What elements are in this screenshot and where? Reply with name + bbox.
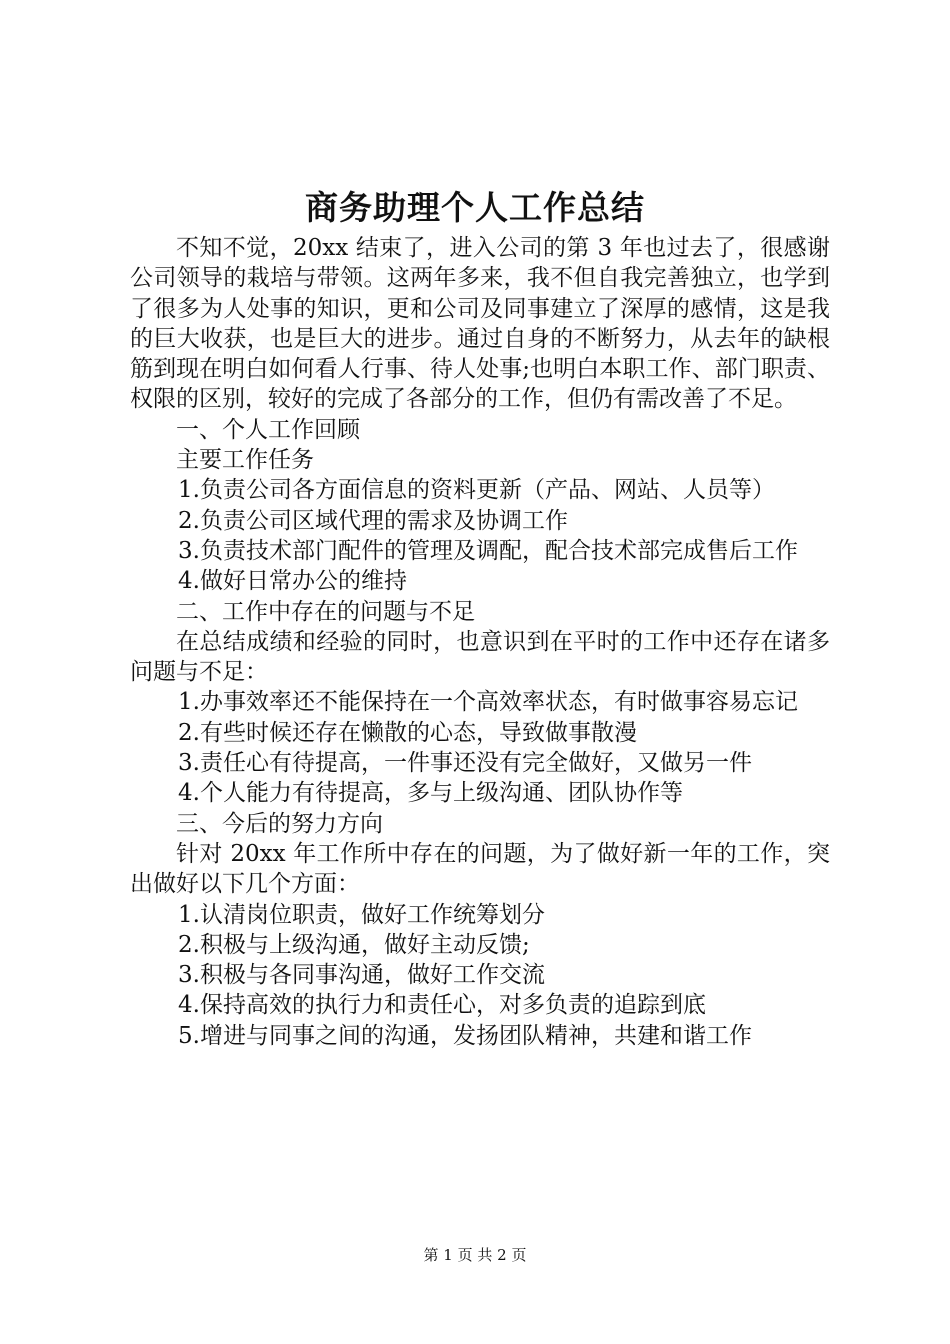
list-item: 1.认清岗位职责，做好工作统筹划分 <box>178 901 545 928</box>
list-item: 2.负责公司区域代理的需求及协调工作 <box>178 507 568 534</box>
list-item: 3.负责技术部门配件的管理及调配，配合技术部完成售后工作 <box>178 537 798 564</box>
list-item: 2.有些时候还存在懒散的心态，导致做事散漫 <box>178 719 637 746</box>
paragraph-plan-intro: 针对 20xx 年工作所中存在的问题，为了做好新一年的工作，突出做好以下几个方面： <box>130 840 830 898</box>
section-heading-2: 二、工作中存在的问题与不足 <box>176 598 475 625</box>
section-heading-1: 一、个人工作回顾 <box>176 416 360 443</box>
list-item: 3.责任心有待提高，一件事还没有完全做好，又做另一件 <box>178 750 752 777</box>
list-item: 3.积极与各同事沟通，做好工作交流 <box>178 962 545 989</box>
paragraph-problems-intro: 在总结成绩和经验的同时，也意识到在平时的工作中还存在诸多问题与不足： <box>130 628 830 686</box>
subheading-main-tasks: 主要工作任务 <box>176 447 314 474</box>
document-body <box>130 233 830 1051</box>
list-item: 5.增进与同事之间的沟通，发扬团队精神，共建和谐工作 <box>178 1022 752 1049</box>
list-item: 1.办事效率还不能保持在一个高效率状态，有时做事容易忘记 <box>178 689 798 716</box>
paragraph-intro: 不知不觉，20xx 结束了，进入公司的第 3 年也过去了，很感谢公司领导的栽培与带领。这两年多来，我不但自我完善独立，也学到了很多为人处事的知识，更和公司及同事建立了深厚的感情，这是我的巨大收获，也是巨大的进步。通过自身的不断努力，从去年的缺根筋到现在明白如何看人行事、待人处事;也明白本职工作、部门职责、权限的区别，较好的完成了各部分的工作，但仍有需改善了不足。 <box>130 235 830 413</box>
section-heading-3: 三、今后的努力方向 <box>176 810 383 837</box>
list-item: 4.保持高效的执行力和责任心，对多负责的追踪到底 <box>178 992 706 1019</box>
list-item: 4.个人能力有待提高，多与上级沟通、团队协作等 <box>178 780 683 807</box>
page-number-footer: 第 1 页 共 2 页 <box>423 1246 527 1264</box>
list-item: 4.做好日常办公的维持 <box>178 568 407 595</box>
list-item: 1.负责公司各方面信息的资料更新（产品、网站、人员等） <box>178 477 775 504</box>
document-title: 商务助理个人工作总结 <box>305 188 645 227</box>
list-item: 2.积极与上级沟通，做好主动反馈; <box>178 931 530 958</box>
